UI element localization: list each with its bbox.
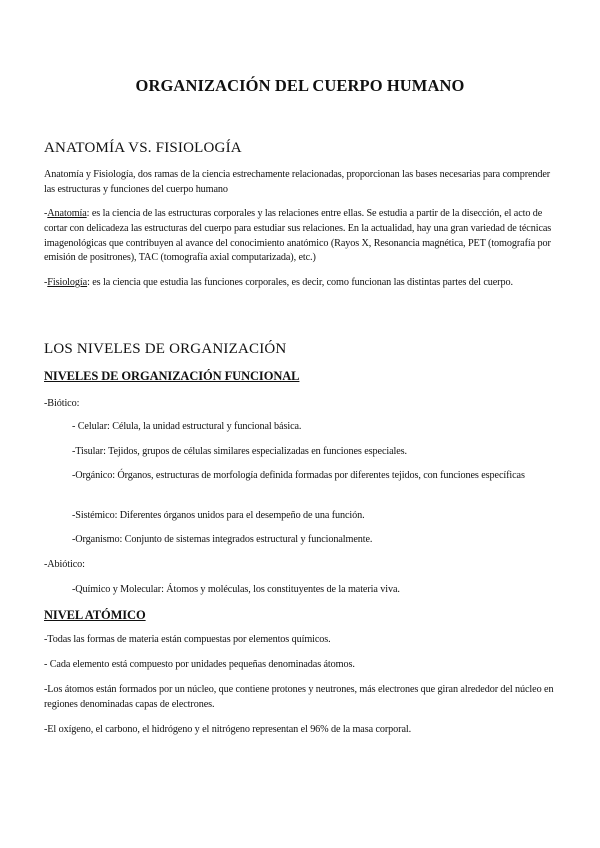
- subheading-niveles-funcional: NIVELES DE ORGANIZACIÓN FUNCIONAL: [44, 369, 300, 383]
- list-item-tisular: -Tisular: Tejidos, grupos de células similares especializadas en funciones especiales.: [72, 446, 407, 457]
- abiotico-label: -Abiótico:: [44, 559, 85, 570]
- anatomia-definition: : es la ciencia de las estructuras corporales y las relaciones entre ellas. Se estudia a partir de la disección, el acto de cortar con delicadeza las estructuras del cuerpo para estudiar sus relaciones. En la actualidad, hay una gran variedad de técnicas imagenológicas que contribuyen al avance del conocimiento anatómico (Rayos X, Resonancia magnética, PET (tomografía por emisión de positrones), TAC (tomografía axial computarizada), etc.): [44, 208, 552, 264]
- list-item-organico: -Orgánico: Órganos, estructuras de morfología definida formadas por diferentes tejidos, con funciones específicas: [72, 470, 525, 481]
- list-item-celular: - Celular: Célula, la unidad estructural y funcional básica.: [72, 421, 302, 432]
- atomic-paragraph: -Los átomos están formados por un núcleo, que contiene protones y neutrones, más electrones que giran alrededor del núcleo en regiones denominadas capas de electrones.: [44, 684, 554, 710]
- list-item-quimico: -Químico y Molecular: Átomos y moléculas, los constituyentes de la materia viva.: [72, 584, 400, 595]
- atomic-paragraph: -El oxígeno, el carbono, el hidrógeno y el nitrógeno representan el 96% de la masa corporal.: [44, 724, 412, 735]
- list-item-sistemico: -Sistémico: Diferentes órganos unidos para el desempeño de una función.: [72, 510, 365, 521]
- anatomia-prefix: -: [44, 208, 48, 219]
- atomic-paragraph: -Todas las formas de materia están compuestas por elementos químicos.: [44, 634, 331, 645]
- intro-paragraph: Anatomía y Fisiología, dos ramas de la ciencia estrechamente relacionadas, proporcionan las bases necesarias para comprender las estructuras y funciones del cuerpo humano: [44, 169, 551, 195]
- list-item-organismo: -Organismo: Conjunto de sistemas integrados estructural y funcionalmente.: [72, 534, 373, 545]
- anatomia-paragraph: [44, 207, 560, 266]
- section-heading-niveles: LOS NIVELES DE ORGANIZACIÓN: [44, 341, 287, 357]
- fisiologia-prefix: -: [44, 277, 48, 288]
- anatomia-term: Anatomía: [47, 208, 87, 219]
- subheading-nivel-atomico: NIVEL ATÓMICO: [44, 608, 146, 622]
- biotico-label: -Biótico:: [44, 398, 80, 409]
- fisiologia-paragraph: [44, 276, 560, 291]
- fisiologia-term: Fisiología: [47, 277, 88, 288]
- page-title: ORGANIZACIÓN DEL CUERPO HUMANO: [135, 76, 465, 95]
- section-heading-anatomia-fisiologia: ANATOMÍA VS. FISIOLOGÍA: [44, 140, 242, 156]
- atomic-paragraph: - Cada elemento está compuesto por unidades pequeñas denominadas átomos.: [44, 659, 355, 670]
- fisiologia-definition: : es la ciencia que estudia las funciones corporales, es decir, como funcionan las distintas partes del cuerpo.: [87, 277, 513, 288]
